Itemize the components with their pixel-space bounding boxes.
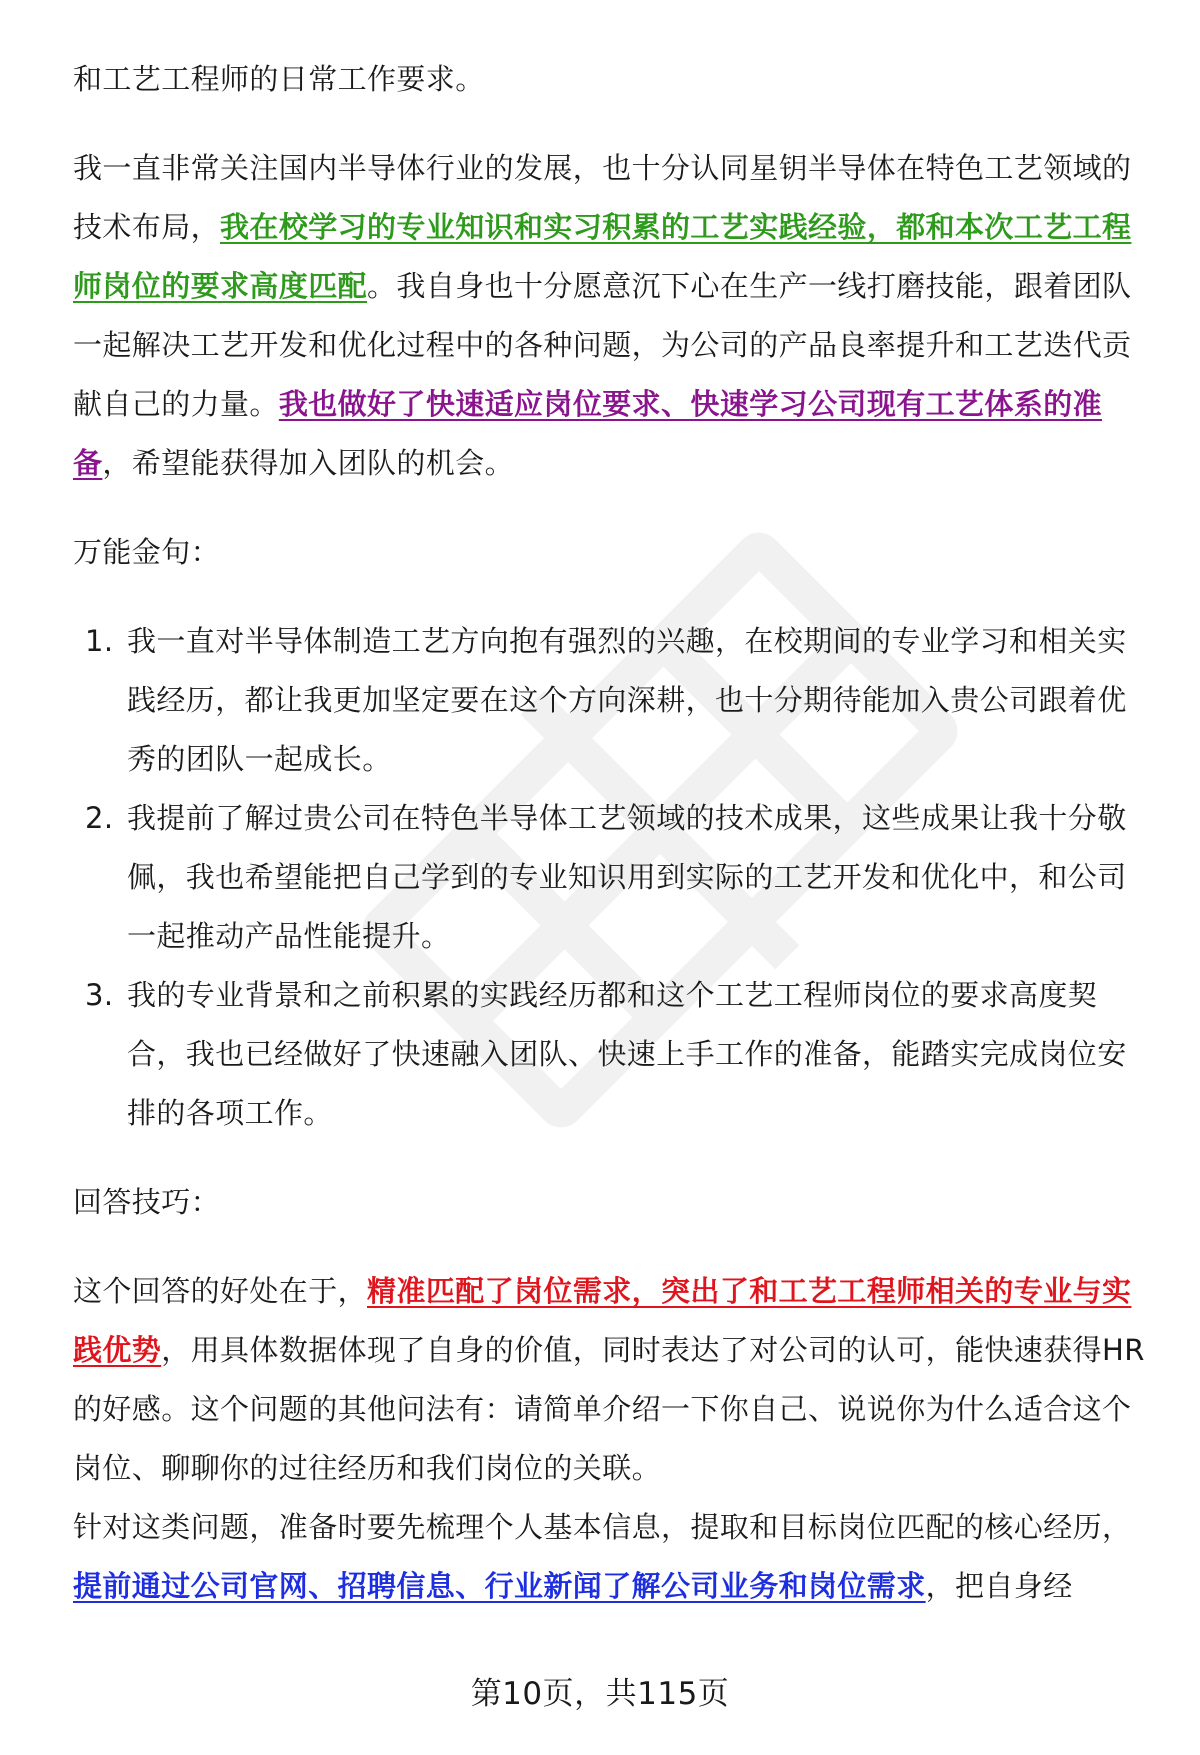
paragraph-motivation [73, 139, 1148, 493]
heading-answer-tips: 回答技巧： [73, 1185, 221, 1219]
heading-golden-sentences: 万能金句： [73, 535, 221, 569]
list-number: 2. [85, 801, 114, 835]
page-footer: 第10页，共115页 [470, 1676, 730, 1712]
highlight-green: 我在校学习的专业知识和实习积累的工艺实践经验，都和本次工艺工程师岗位的要求高度匹配 [73, 210, 1132, 303]
highlight-red: 精准匹配了岗位需求，突出了和工艺工程师相关的专业与实践优势 [73, 1274, 1132, 1367]
list-text: 我的专业背景和之前积累的实践经历都和这个工艺工程师岗位的要求高度契合，我也已经做好了快速融入团队、快速上手工作的准备，能踏实完成岗位安排的各项工作。 [127, 978, 1127, 1130]
paragraph-text: 针对这类问题，准备时要先梳理个人基本信息，提取和目标岗位匹配的核心经历， [73, 1510, 1132, 1544]
paragraph-text: 和工艺工程师的日常工作要求。 [73, 62, 485, 96]
list-number: 1. [85, 624, 114, 658]
list-item [73, 612, 1148, 789]
paragraph-text: ，把自身经 [925, 1569, 1073, 1603]
list-number: 3. [85, 978, 114, 1012]
paragraph-text: ，希望能获得加入团队的机会。 [102, 446, 515, 480]
paragraph-text: 我一直非常关注国内半导体行业的发展，也十分认同星钥半导体在特色工艺领域的技术布局， [73, 151, 1132, 244]
paragraph-text: 这个回答的好处在于， [73, 1274, 368, 1308]
highlight-blue: 提前通过公司官网、招聘信息、行业新闻了解公司业务和岗位需求 [73, 1569, 926, 1603]
highlight-purple: 我也做好了快速适应岗位要求、快速学习公司现有工艺体系的准备 [73, 387, 1103, 480]
golden-sentence-list [73, 612, 1148, 1143]
list-item [73, 966, 1148, 1143]
list-text: 我提前了解过贵公司在特色半导体工艺领域的技术成果，这些成果让我十分敬佩，我也希望能把自己学到的专业知识用到实际的工艺开发和优化中，和公司一起推动产品性能提升。 [127, 801, 1127, 953]
paragraph-text: ，用具体数据体现了自身的价值，同时表达了对公司的认可，能快速获得HR的好感。这个问题的其他问法有：请简单介绍一下你自己、说说你为什么适合这个岗位、聊聊你的过往经历和我们岗位的关联。 [73, 1333, 1145, 1485]
paragraph-preparation [73, 1498, 1148, 1616]
paragraph-text: 。我自身也十分愿意沉下心在生产一线打磨技能，跟着团队一起解决工艺开发和优化过程中的各种问题，为公司的产品良率提升和工艺迭代贡献自己的力量。 [73, 269, 1132, 421]
paragraph-intro-tail [73, 50, 1148, 109]
document-body [73, 50, 1148, 1616]
paragraph-tips [73, 1262, 1148, 1498]
list-item [73, 789, 1148, 966]
list-text: 我一直对半导体制造工艺方向抱有强烈的兴趣，在校期间的专业学习和相关实践经历，都让我更加坚定要在这个方向深耕，也十分期待能加入贵公司跟着优秀的团队一起成长。 [127, 624, 1127, 776]
